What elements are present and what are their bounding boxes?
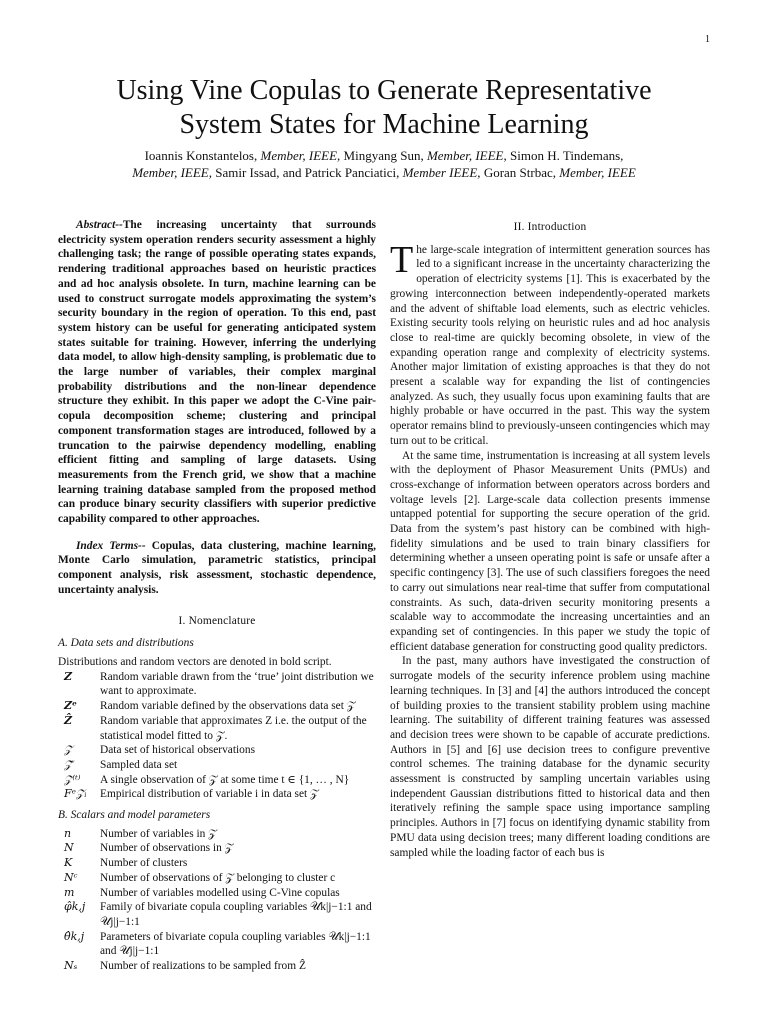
- nomenclature-desc: Number of clusters: [100, 857, 188, 870]
- nomenclature-desc: Number of observations of 𝒵 belonging to cluster c: [100, 871, 336, 884]
- nomenclature-symbol: φ̂k,j: [64, 900, 86, 914]
- nomenclature-symbol: 𝒵: [64, 743, 73, 757]
- nomenclature-row: [58, 743, 376, 758]
- author-affiliation: Member, IEEE: [559, 165, 636, 180]
- intro-paragraph-1: [390, 238, 710, 449]
- nomenclature-symbol: N: [64, 841, 74, 855]
- nomenclature-symbol: θ̂k,j: [64, 929, 85, 943]
- index-terms: [58, 539, 376, 598]
- nomenclature-desc: Random variable defined by the observations data set 𝒵: [100, 700, 356, 713]
- nomenclature-symbol: 𝒵̂: [64, 757, 73, 771]
- nomenclature-row: [58, 930, 376, 959]
- author-affiliation: Member, IEEE: [132, 165, 209, 180]
- abstract-text: The increasing uncertainty that surrounds electricity system operation renders security assessment a highly challenging task; the range of possible operating states expands, rendering traditional approaches based on heuristic practices and ad hoc analysis obsolete. In turn, machine learning can be used to construct surrogate models approximating the system’s security boundary in the region of operation. To this end, past system history can be useful for generating anticipated system states suitable for training. However, inferring the underlying data model, to allow high-density sampling, is problematic due to the large number of variables, their complex marginal probability distributions and the non-linear dependence structure they exhibit. In this paper we adopt the C-Vine pair-copula decomposition scheme; clustering and principal component transformation stages are introduced, followed by a truncation to the pairwise dependency modelling, enabling efficient fitting and sampling of large datasets. Using measurements from the French grid, we show that a machine learning training database sampled from the proposed method can produce binary security classifiers with superior predictive capability compared to other approaches.: [58, 219, 376, 526]
- nomenclature-row: [58, 900, 376, 929]
- nomenclature-symbol: Z: [64, 669, 73, 683]
- nomenclature-symbol: Fᵉ𝒵ᵢ: [64, 787, 87, 801]
- author-affiliation: Member, IEEE: [260, 148, 338, 163]
- nomenclature-desc: Random variable drawn from the ‘true’ joint distribution we want to approximate.: [100, 670, 374, 698]
- intro-paragraph-2: At the same time, instrumentation is increasing at all system levels with the deployment of Phasor Measurement Units (PMUs) and cross-exchange of information between operators across borders and voltage levels [2]. Large-scale data collection presents immense untapped potential for supporting the secure operation of the grid. Data from the system’s past history can be combined with high-fidelity simulations and be used to train binary classifiers for determining whether a unseen operating point is safe or unsafe after a specific contingency [3]. The use of such classifiers foregoes the need to carry out simulations near real-time that suffer from computational constraints. As such, data-driven security monitoring presents a scalable way to accommodate the increasing uncertainties and an expanding set of contingencies. In this paper we study the topic of efficient database generation for constructing good quality predictors.: [390, 449, 710, 653]
- left-column: [58, 218, 376, 974]
- author-name: Simon H. Tindemans,: [509, 148, 624, 163]
- index-terms-text: Copulas, data clustering, machine learning, Monte Carlo simulation, parametric statistics, principal component analysis, risk assessment, stochastic dependence, uncertainty analysis.: [58, 539, 377, 596]
- nomenclature-desc: Number of observations in 𝒵: [100, 842, 234, 855]
- paper-title: [0, 74, 768, 142]
- nomenclature-symbol: Ẑ: [64, 713, 73, 727]
- title-line-1: Using Vine Copulas to Generate Representative: [116, 75, 652, 106]
- nomenclature-row: [58, 841, 376, 856]
- intro-paragraph-1-text: he large-scale integration of intermittent generation sources has led to a significant increase in the uncertainty characterizing the operation of electricity systems [1]. This is exacerbated by the growing interconnection between independently-operated markets and the advent of shiftable load elements, such as electric vehicles. Existing security tools relying on heuristic rules and ad hoc analysis close to real-time are quickly becoming obsolete, in view of the expanding operation range and complexity of electricity systems. Another major limitation of existing approaches is that they do not present a scalable way for expanding the list of contingencies analyzed. As such, they usually focus upon examining faults that are highly probable or have occurred in the past. This way the system operator remains blind to previously-unseen contingencies which may turn out to be critical.: [390, 243, 710, 447]
- nomenclature-symbol: Nₛ: [64, 959, 78, 973]
- nomenclature-symbol: K: [64, 856, 73, 870]
- nomenclature-symbol: 𝒵⁽ᵗ⁾: [64, 772, 81, 786]
- page-number: 1: [705, 34, 710, 45]
- nomenclature-list-b: [58, 827, 376, 974]
- author-name: Goran Strbac,: [483, 165, 557, 180]
- nomenclature-row: [58, 856, 376, 871]
- section-heading-introduction: II. Introduction: [513, 221, 587, 233]
- section-heading-nomenclature: I. Nomenclature: [178, 614, 256, 627]
- author-list: Ioannis Konstantelos, Member, IEEE, Mingyang Sun, Member, IEEE, Simon H. Tindemans, Member, IEEE, Samir Issad, and Patrick Panciatici, Member IEEE, Goran Strbac, Member, IEEE: [132, 148, 636, 180]
- nomenclature-row: [58, 773, 376, 788]
- nomenclature-desc: A single observation of 𝒵 at some time t ∈ {1, … , N}: [100, 773, 350, 786]
- nomenclature-row: [58, 699, 376, 714]
- nomenclature-row: [58, 827, 376, 842]
- subsection-heading-b: B. Scalars and model parameters: [58, 809, 211, 822]
- title-line-2: System States for Machine Learning: [179, 109, 589, 140]
- nomenclature-desc: Number of variables in 𝒵: [100, 827, 217, 840]
- nomenclature-symbol: Nᶜ: [64, 870, 78, 884]
- author-name: Ioannis Konstantelos,: [144, 148, 258, 163]
- nomenclature-row: [58, 714, 376, 743]
- index-terms-lead: Index Terms--: [76, 539, 146, 552]
- nomenclature-symbol: m: [64, 885, 75, 899]
- nomenclature-desc: Random variable that approximates Z i.e. the output of the statistical model fitted to 𝒵.: [100, 714, 367, 742]
- subsection-heading-a: A. Data sets and distributions: [58, 637, 194, 650]
- author-name: Samir Issad, and Patrick Panciatici,: [215, 165, 400, 180]
- intro-paragraph-3: In the past, many authors have investigated the construction of surrogate models of the security inference problem using machine learning techniques. In [3] and [4] the authors introduced the concept of building proxies to the transient stability problem using machine learning. The suitability of different training features was assessed and decision trees were shown to be capable of accurate predictions. Authors in [5] and [6] use decision trees to configure preventive control schemes. The training database for the dynamic security assessment is constructed by sampling uncertain variables using independent Gaussian distributions fitted to historical data and then iteratively refining the sample space using importance sampling principles. Authors in [7] focus on identifying dynamic stability from PMU data using decision trees; many different loading conditions are sampled while the loading factor of each bus is: [390, 655, 710, 859]
- nomenclature-row: [58, 871, 376, 886]
- nomenclature-desc: Parameters of bivariate copula coupling variables 𝒰k|j−1:1 and 𝒰j|j−1:1: [100, 930, 371, 958]
- author-name: Mingyang Sun,: [343, 148, 424, 163]
- nomenclature-intro: Distributions and random vectors are denoted in bold script.: [58, 655, 332, 668]
- nomenclature-row: [58, 758, 376, 773]
- nomenclature-row: [58, 886, 376, 901]
- author-affiliation: Member, IEEE: [426, 148, 504, 163]
- nomenclature-row: [58, 670, 376, 699]
- nomenclature-list-a: [58, 670, 376, 802]
- nomenclature-desc: Sampled data set: [100, 758, 178, 771]
- nomenclature-symbol: n: [64, 826, 72, 840]
- nomenclature-desc: Number of variables modelled using C-Vine copulas: [100, 886, 340, 899]
- abstract: [58, 218, 376, 527]
- nomenclature-desc: Data set of historical observations: [100, 744, 255, 757]
- nomenclature-row: [58, 959, 376, 974]
- nomenclature-desc: Family of bivariate copula coupling variables 𝒰k|j−1:1 and 𝒰j|j−1:1: [100, 901, 372, 928]
- nomenclature-desc: Empirical distribution of variable i in data set 𝒵: [100, 788, 319, 801]
- drop-cap: T: [390, 238, 414, 281]
- nomenclature-symbol: Zᵉ: [64, 699, 77, 713]
- abstract-lead: Abstract--: [76, 219, 123, 231]
- nomenclature-desc: Number of realizations to be sampled from Ẑ: [100, 960, 306, 973]
- author-affiliation: Member IEEE,: [402, 165, 481, 180]
- right-column: [390, 218, 710, 860]
- nomenclature-row: [58, 787, 376, 802]
